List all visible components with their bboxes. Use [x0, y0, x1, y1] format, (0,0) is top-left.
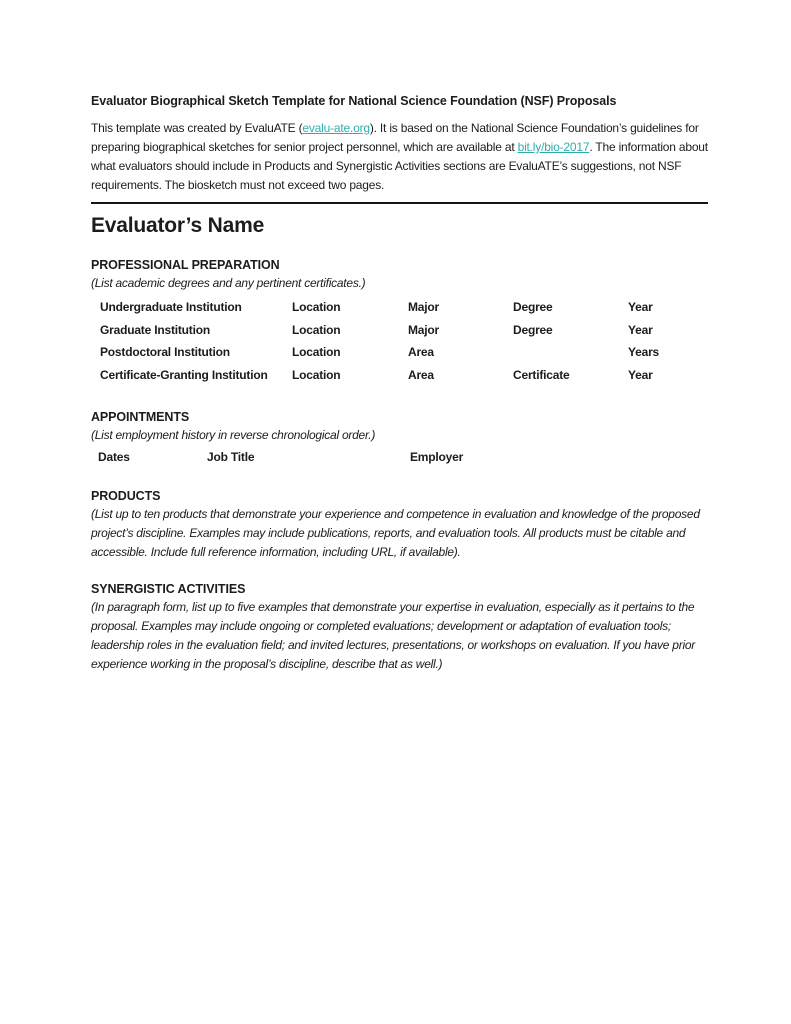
major-cell: Major [408, 300, 440, 315]
appointments-row [91, 446, 708, 468]
location-cell: Location [292, 322, 341, 337]
dates-cell: Dates [98, 450, 130, 465]
year-cell: Year [628, 300, 653, 315]
table-row [91, 364, 708, 387]
appointments-heading: APPOINTMENTS [91, 410, 190, 425]
professional-preparation-heading: PROFESSIONAL PREPARATION [91, 258, 280, 272]
location-cell: Location [292, 345, 341, 360]
year-cell: Year [628, 322, 653, 337]
intro-text-3: . The information about what evaluators should include in Products and Synergistic Activities sections are EvaluATE’s suggestions, not NSF requirements. The biosketch must not exceed two pages. [91, 140, 708, 192]
intro-text-2: ). It is based on the National Science Foundation’s guidelines for preparing biographical sketches for senior project personnel, which are available at [91, 121, 699, 154]
area-cell: Area [408, 345, 434, 360]
institution-cell: Undergraduate Institution [100, 300, 242, 315]
employer-cell: Employer [410, 450, 464, 465]
table-row [91, 319, 708, 342]
degree-cell: Degree [513, 300, 553, 315]
document-title: Evaluator Biographical Sketch Template for National Science Foundation (NSF) Proposals [91, 94, 617, 108]
products-heading: PRODUCTS [91, 489, 161, 504]
institution-cell: Postdoctoral Institution [100, 345, 230, 360]
major-cell: Major [408, 322, 440, 337]
job-title-cell: Job Title [207, 450, 255, 465]
intro-paragraph [91, 119, 708, 195]
years-cell: Years [628, 345, 660, 360]
location-cell: Location [292, 300, 341, 315]
appointments-instructions: (List employment history in reverse chronological order.) [91, 428, 376, 443]
evalu-ate-link[interactable]: evalu-ate.org [302, 121, 370, 135]
professional-preparation-instructions: (List academic degrees and any pertinent certificates.) [91, 276, 366, 290]
bitly-bio-link[interactable]: bit.ly/bio-2017 [517, 140, 590, 154]
location-cell: Location [292, 368, 341, 383]
products-instructions: (List up to ten products that demonstrate your experience and competence in evaluation and knowledge of the proposed project’s discipline. Examples may include publications, reports, and evaluation tools. All products must be citable and accessible. Include full reference information, including URL, if available). [91, 507, 700, 560]
certificate-cell: Certificate [513, 368, 570, 383]
evaluator-name-heading: Evaluator’s Name [91, 214, 265, 237]
institution-cell: Certificate-Granting Institution [100, 368, 268, 383]
table-row [91, 341, 708, 364]
synergistic-activities-heading: SYNERGISTIC ACTIVITIES [91, 582, 246, 597]
section-divider [91, 202, 708, 204]
intro-text-1: This template was created by EvaluATE ( [91, 121, 303, 135]
table-row [91, 296, 708, 319]
synergistic-activities-instructions: (In paragraph form, list up to five examples that demonstrate your expertise in evaluation, especially as it pertains to the proposal. Examples may include ongoing or completed evaluations; development or adaptation of evaluation tools; leadership roles in the evaluation field; and invited lectures, presentations, or workshops on evaluation. If you have prior experience working in the proposal’s discipline, describe that as well.) [91, 600, 696, 672]
area-cell: Area [408, 368, 434, 383]
institution-cell: Graduate Institution [100, 322, 211, 337]
degree-cell: Degree [513, 322, 553, 337]
year-cell: Year [628, 368, 653, 383]
professional-preparation-table [91, 296, 708, 386]
